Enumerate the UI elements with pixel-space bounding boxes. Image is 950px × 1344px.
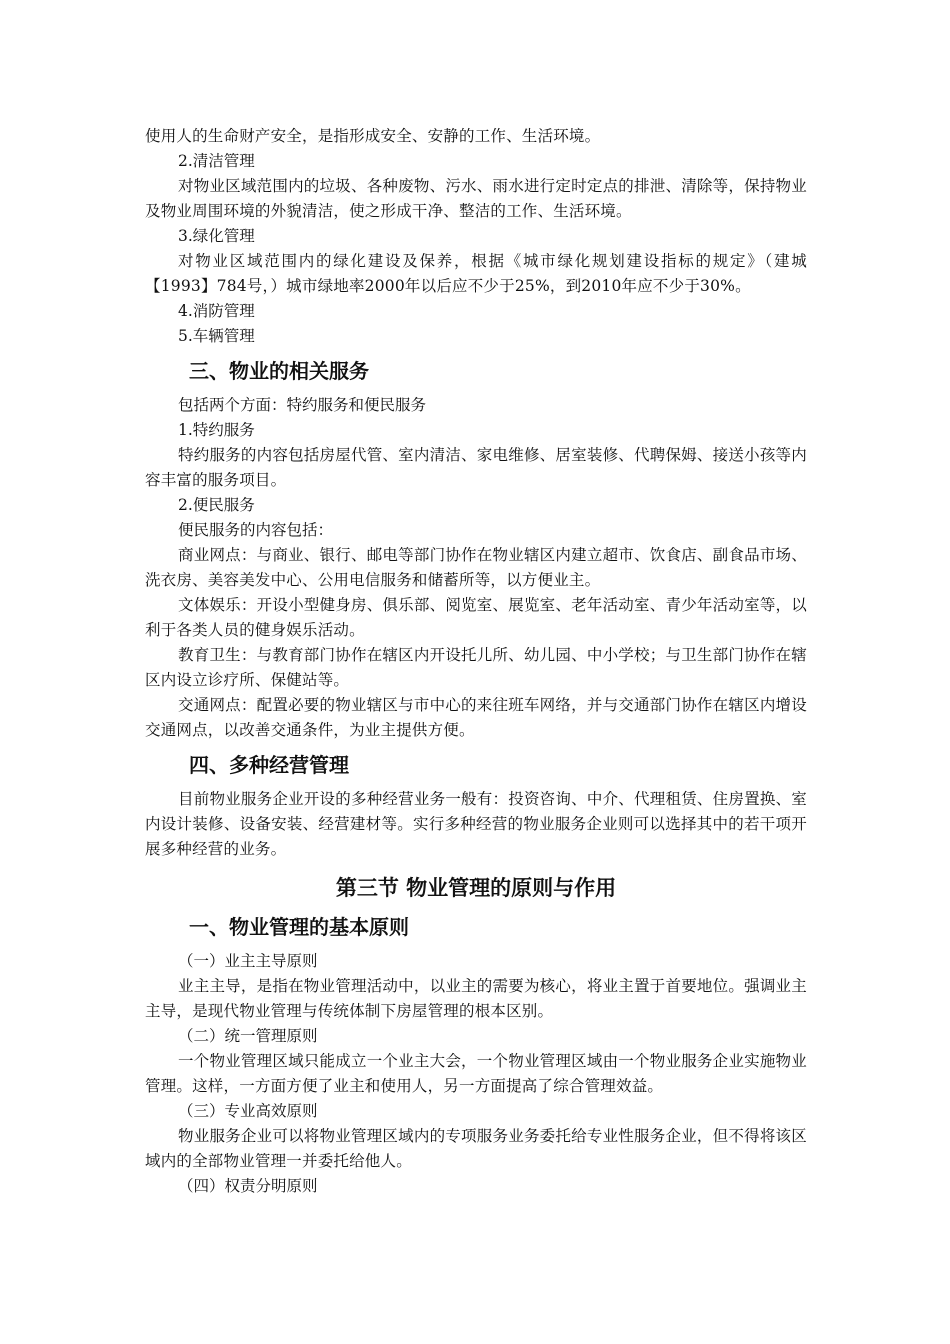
item-vehicle: 5.车辆管理: [178, 327, 255, 345]
paragraph-convenience-intro: 便民服务的内容包括：: [178, 521, 334, 539]
item-convenience-service: 2.便民服务: [178, 496, 255, 514]
item-cleaning: 2.清洁管理: [178, 152, 255, 170]
paragraph-education: 教育卫生：与教育部门协作在辖区内开设托儿所、幼儿园、中小学校；与卫生部门协作在辖区内设立诊疗所、保健站等。: [145, 646, 807, 689]
heading-diversified: 四、多种经营管理: [189, 753, 349, 777]
section-title: 第三节 物业管理的原则与作用: [335, 876, 617, 900]
heading-principles: 一、物业管理的基本原则: [189, 915, 409, 939]
paragraph-diversified: 目前物业服务企业开设的多种经营业务一般有：投资咨询、中介、代理租赁、住房置换、室内设计装修、设备安装、经营建材等。实行多种经营的物业服务企业则可以选择其中的若干项开展多种经营的业务。: [145, 790, 807, 858]
item-special-service: 1.特约服务: [178, 421, 255, 439]
paragraph-greening: 对物业区域范围内的绿化建设及保养，根据《城市绿化规划建设指标的规定》（建城【1993】784号，）城市绿地率2000年以后应不少于25%，到2010年应不少于30%。: [145, 252, 807, 295]
heading-related-services: 三、物业的相关服务: [189, 359, 369, 383]
paragraph-owner-lead: 业主主导，是指在物业管理活动中，以业主的需要为核心，将业主置于首要地位。强调业主主导，是现代物业管理与传统体制下房屋管理的根本区别。: [145, 977, 807, 1020]
item-rights: （四）权责分明原则: [178, 1177, 318, 1195]
paragraph-unified: 一个物业管理区域只能成立一个业主大会，一个物业管理区域由一个物业服务企业实施物业管理。这样，一方面方便了业主和使用人，另一方面提高了综合管理效益。: [145, 1052, 807, 1095]
item-owner-lead: （一）业主主导原则: [178, 952, 318, 970]
paragraph-culture: 文体娱乐：开设小型健身房、俱乐部、阅览室、展览室、老年活动室、青少年活动室等，以利于各类人员的健身娱乐活动。: [145, 596, 807, 639]
paragraph-commerce: 商业网点：与商业、银行、邮电等部门协作在物业辖区内建立超市、饮食店、副食品市场、洗衣房、美容美发中心、公用电信服务和储蓄所等，以方便业主。: [145, 546, 807, 589]
paragraph-transport: 交通网点：配置必要的物业辖区与市中心的来往班车网络，并与交通部门协作在辖区内增设交通网点，以改善交通条件，为业主提供方便。: [145, 696, 807, 739]
item-professional: （三）专业高效原则: [178, 1102, 318, 1120]
item-unified: （二）统一管理原则: [178, 1027, 318, 1045]
document-body: [145, 124, 807, 1199]
paragraph-cleaning: 对物业区域范围内的垃圾、各种废物、污水、雨水进行定时定点的排泄、清除等，保持物业及物业周围环境的外貌清洁，使之形成干净、整洁的工作、生活环境。: [145, 177, 807, 220]
paragraph-related-intro: 包括两个方面：特约服务和便民服务: [178, 396, 427, 414]
paragraph-special-service: 特约服务的内容包括房屋代管、室内清洁、家电维修、居室装修、代聘保姆、接送小孩等内容丰富的服务项目。: [145, 446, 807, 489]
item-fire: 4.消防管理: [178, 302, 255, 320]
item-greening: 3.绿化管理: [178, 227, 255, 245]
paragraph-professional: 物业服务企业可以将物业管理区域内的专项服务业务委托给专业性服务企业，但不得将该区域内的全部物业管理一并委托给他人。: [145, 1127, 807, 1170]
paragraph-intro-tail: 使用人的生命财产安全，是指形成安全、安静的工作、生活环境。: [145, 127, 601, 145]
